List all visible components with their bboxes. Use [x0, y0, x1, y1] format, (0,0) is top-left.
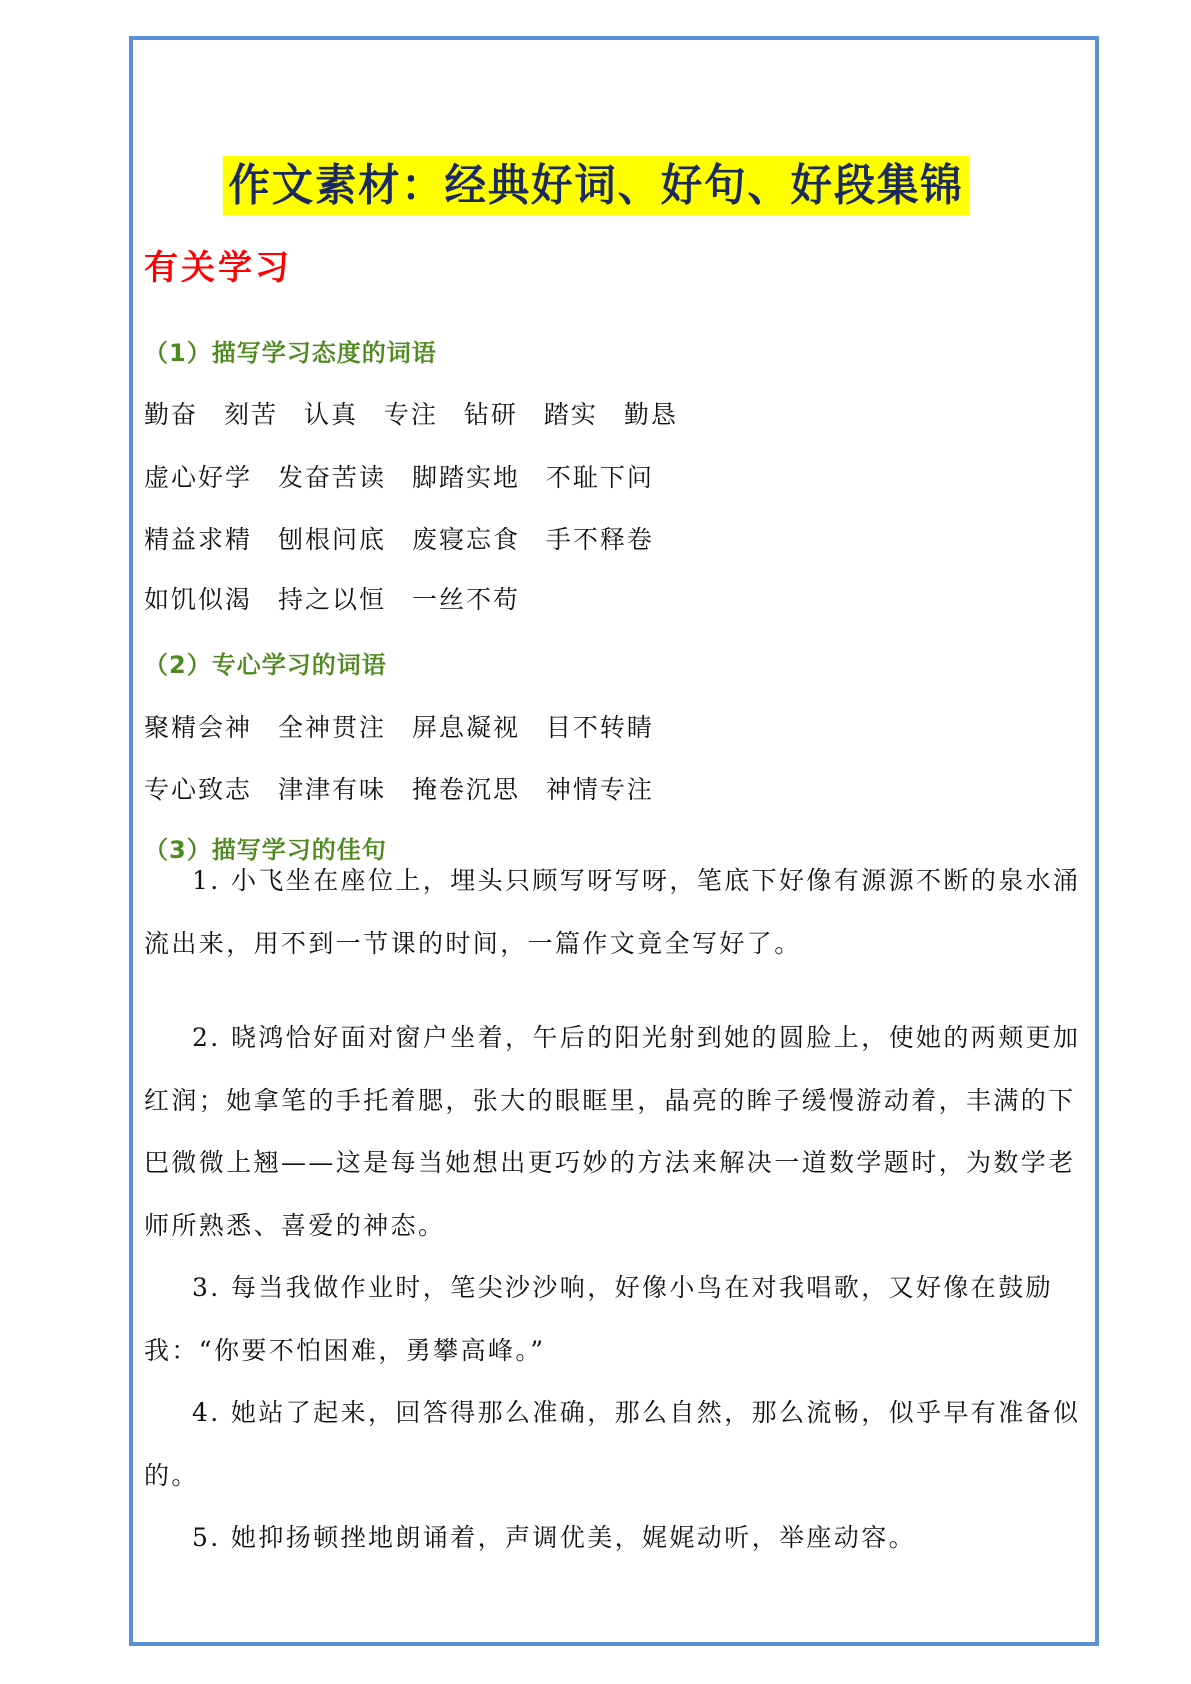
word: 虚心好学 — [144, 463, 253, 492]
word: 踏实 — [543, 400, 598, 429]
word: 津津有味 — [277, 775, 386, 804]
word-row — [144, 398, 694, 432]
sentence-2: 2. 晓鸿恰好面对窗户坐着，午后的阳光射到她的圆脸上，使她的两颊更加红润；她拿笔的手托着腮，张大的眼眶里，晶亮的眸子缓慢游动着，丰满的下巴微微上翘——这是每当她想出更巧妙的方法来解决一道数学题时，为数学老师所熟悉、喜爱的神态。 — [144, 1023, 1081, 1240]
word: 钻研 — [463, 400, 518, 429]
word-row — [144, 711, 670, 745]
word: 废寝忘食 — [411, 525, 520, 554]
word-row — [144, 523, 670, 557]
word-row — [144, 461, 670, 495]
word: 精益求精 — [144, 525, 253, 554]
word: 聚精会神 — [144, 713, 253, 742]
word-row — [144, 773, 670, 807]
word: 发奋苦读 — [277, 463, 386, 492]
word: 勤恳 — [623, 400, 678, 429]
sentence-4: 4. 她站了起来，回答得那么准确，那么自然，那么流畅，似乎早有准备似的。 — [144, 1398, 1081, 1490]
word: 一丝不苟 — [411, 585, 520, 614]
word: 专注 — [383, 400, 438, 429]
section-title: 有关学习 — [144, 248, 292, 288]
sentence-1: 1. 小飞坐在座位上，埋头只顾写呀写呀，笔底下好像有源源不断的泉水涌流出来，用不到一节课的时间，一篇作文竟全写好了。 — [144, 866, 1081, 958]
subheading-focused-study: （2）专心学习的词语 — [144, 651, 387, 679]
sentence-5: 5. 她抑扬顿挫地朗诵着，声调优美，娓娓动听，举座动容。 — [192, 1523, 917, 1552]
word: 神情专注 — [545, 775, 654, 804]
sentence-3: 3. 每当我做作业时，笔尖沙沙响，好像小鸟在对我唱歌，又好像在鼓励我：“你要不怕困难，勇攀高峰。” — [144, 1273, 1054, 1365]
title-container — [0, 156, 1191, 215]
word: 掩卷沉思 — [411, 775, 520, 804]
word: 刨根问底 — [277, 525, 386, 554]
subheading-good-sentences: （3）描写学习的佳句 — [144, 836, 387, 864]
word: 如饥似渴 — [144, 585, 253, 614]
word: 屏息凝视 — [411, 713, 520, 742]
subheading-study-attitude: （1）描写学习态度的词语 — [144, 339, 437, 367]
document-title: 作文素材：经典好词、好句、好段集锦 — [222, 156, 968, 215]
word: 手不释卷 — [545, 525, 654, 554]
word: 认真 — [303, 400, 358, 429]
word: 持之以恒 — [277, 585, 386, 614]
word: 全神贯注 — [277, 713, 386, 742]
word: 不耻下问 — [545, 463, 654, 492]
word: 勤奋 — [144, 400, 199, 429]
word: 刻苦 — [223, 400, 278, 429]
word: 专心致志 — [144, 775, 253, 804]
word-row — [144, 583, 536, 617]
word: 目不转睛 — [545, 713, 654, 742]
word: 脚踏实地 — [411, 463, 520, 492]
